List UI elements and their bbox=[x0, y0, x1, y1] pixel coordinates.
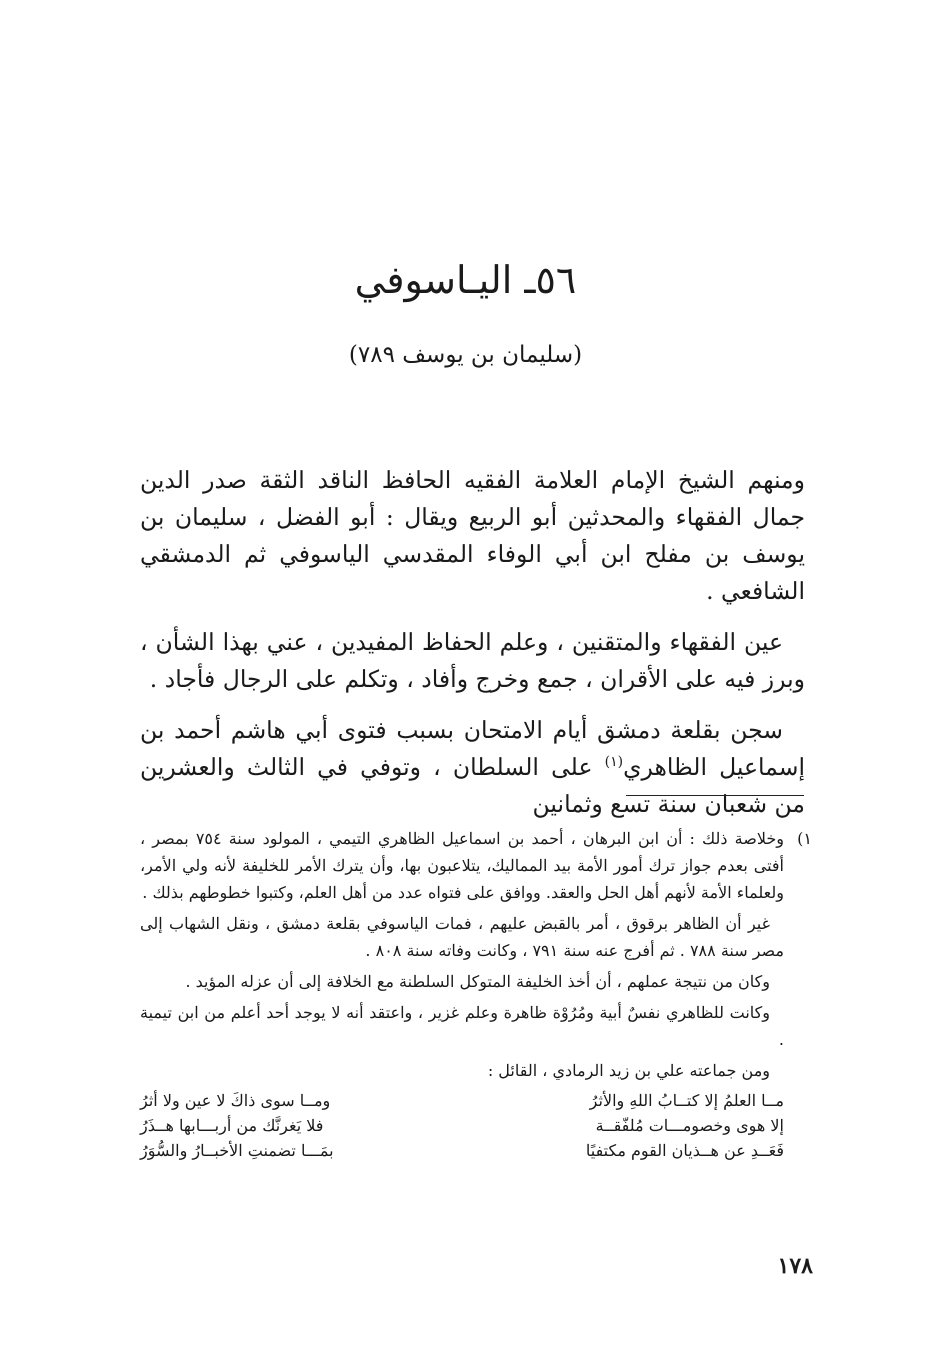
entry-subtitle: (سليمان بن يوسف ٧٨٩) bbox=[348, 342, 583, 368]
poem-verse bbox=[140, 1138, 784, 1163]
footnote-paragraph-3: وكان من نتيجة عملهم ، أن أخذ الخليفة المتوكل السلطنة مع الخلافة إلى أن عزله المؤيد . bbox=[185, 972, 770, 991]
footnote bbox=[140, 825, 812, 1163]
verse-first-hemistich: إلا هوى وخصومـــات مُلفّقــة bbox=[595, 1116, 784, 1135]
body-paragraph-2: عين الفقهاء والمتقنين ، وعلم الحفاظ المفيدين ، عني بهذا الشأن ، وبرز فيه على الأقران ، جمع وخرج وأفاد ، وتكلم على الرجال فأجاد . bbox=[140, 628, 805, 693]
main-text bbox=[140, 462, 805, 837]
footnotes bbox=[140, 825, 812, 1163]
verse-second-hemistich: فلا يَغرنَّك من أربـــابها هــذَرُ bbox=[140, 1116, 324, 1135]
footnote-paragraph-4: وكانت للظاهري نفسٌ أبية ومُرُوْة ظاهرة وعلم غزير ، واعتقد أنه لا يوجد أحد أعلم من ابن تيمية . bbox=[140, 1003, 784, 1049]
verse-second-hemistich: بمَـــا تضمنتِ الأخبــارُ والسُّوَرُ bbox=[140, 1141, 334, 1160]
body-paragraph-3-start: سجن بقلعة دمشق أيام الامتحان بسبب فتوى أبي هاشم أحمد بن إسماعيل الظاهري bbox=[140, 716, 805, 781]
footnote-paragraph-5: ومن جماعته علي بن زيد الرمادي ، القائل : bbox=[487, 1061, 770, 1080]
verse-first-hemistich: فَعَــدِ عن هــذيان القوم مكتفيًا bbox=[585, 1141, 784, 1160]
footnote-divider bbox=[626, 795, 804, 796]
verse-first-hemistich: مــا العلمُ إلا كتــابُ اللهِ والأثرُ bbox=[589, 1091, 784, 1110]
body-paragraph-3-end: على السلطان ، وتوفي في الثالث والعشرين من شعبان سنة تسع وثمانين bbox=[140, 753, 805, 818]
body-paragraph-1: ومنهم الشيخ الإمام العلامة الفقيه الحافظ الناقد الثقة صدر الدين جمال الفقهاء والمحدثين أبو الربيع ويقال : أبو الفضل ، سليمان بن يوسف بن مفلح ابن أبي الوفاء المقدسي الياسوفي ثم الدمشقي الشافعي . bbox=[140, 466, 805, 605]
poem-verse bbox=[140, 1088, 784, 1113]
poem-verse bbox=[140, 1113, 784, 1138]
footnote-body bbox=[140, 825, 784, 1163]
footnote-number: ١) bbox=[797, 829, 812, 848]
footnote-paragraph-1: وخلاصة ذلك : أن ابن البرهان ، أحمد بن اسماعيل الظاهري التيمي ، المولود سنة ٧٥٤ بمصر ، أفتى بعدم جواز ترك أمور الأمة بيد المماليك، يتلاعبون بها، وأن يترك الأمر للخليفة لأنه ولي الأمر، ولعلماء الأمة لأنهم أهل الحل والعقد. ووافق على فتواه عدد من أهل العلم، وكتبوا خطوطهم بذلك . bbox=[140, 829, 784, 902]
entry-title: ٥٦ـ اليـاسوفي bbox=[354, 258, 577, 302]
page-number: ١٧٨ bbox=[777, 1253, 813, 1279]
poem bbox=[140, 1088, 784, 1163]
verse-second-hemistich: ومــا سوى ذاكَ لا عين ولا أثرُ bbox=[140, 1091, 331, 1110]
footnote-reference: (١) bbox=[604, 754, 624, 771]
body-paragraph-3 bbox=[140, 712, 805, 823]
footnote-paragraph-2: غير أن الظاهر برقوق ، أمر بالقبض عليهم ، فمات الياسوفي بقلعة دمشق ، ونقل الشهاب إلى مصر سنة ٧٨٨ . ثم أفرج عنه سنة ٧٩١ ، وكانت وفاته سنة ٨٠٨ . bbox=[140, 914, 784, 960]
